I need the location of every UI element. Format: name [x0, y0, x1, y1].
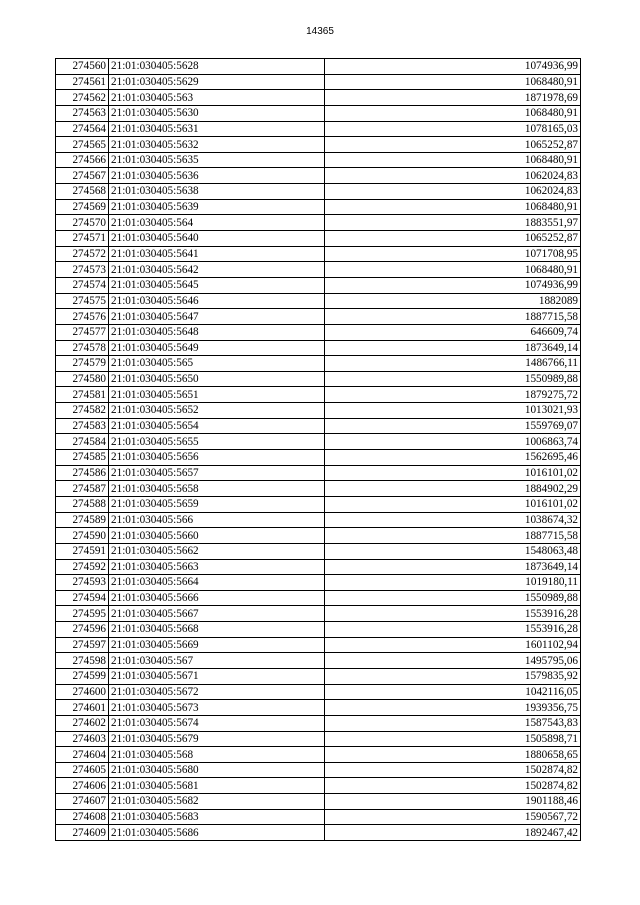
cadastral-value-cell: 1884902,29 — [325, 481, 581, 497]
table-row — [56, 434, 581, 450]
cadastral-value-cell: 1495795,06 — [325, 653, 581, 669]
row-number-cell: 274565 — [56, 137, 109, 153]
table-row — [56, 700, 581, 716]
cadastral-value-cell: 1553916,28 — [325, 622, 581, 638]
table-row — [56, 575, 581, 591]
table-row — [56, 622, 581, 638]
cadastral-number-cell: 21:01:030405:566 — [109, 512, 325, 528]
cadastral-number-cell: 21:01:030405:5654 — [109, 418, 325, 434]
cadastral-value-cell: 1879275,72 — [325, 387, 581, 403]
cadastral-value-cell: 1013021,93 — [325, 403, 581, 419]
table-row — [56, 762, 581, 778]
cadastral-number-cell: 21:01:030405:5681 — [109, 778, 325, 794]
table-row — [56, 528, 581, 544]
row-number-cell: 274562 — [56, 90, 109, 106]
cadastral-number-cell: 21:01:030405:5642 — [109, 262, 325, 278]
cadastral-value-cell: 1883551,97 — [325, 215, 581, 231]
cadastral-number-cell: 21:01:030405:5659 — [109, 496, 325, 512]
table-row — [56, 246, 581, 262]
table-row — [56, 105, 581, 121]
row-number-cell: 274601 — [56, 700, 109, 716]
cadastral-number-cell: 21:01:030405:5682 — [109, 794, 325, 810]
table-row — [56, 168, 581, 184]
row-number-cell: 274594 — [56, 590, 109, 606]
row-number-cell: 274593 — [56, 575, 109, 591]
cadastral-value-cell: 1074936,99 — [325, 59, 581, 75]
cadastral-value-cell: 1062024,83 — [325, 184, 581, 200]
row-number-cell: 274567 — [56, 168, 109, 184]
cadastral-value-cell: 1062024,83 — [325, 168, 581, 184]
cadastral-value-cell: 646609,74 — [325, 324, 581, 340]
cadastral-value-cell: 1505898,71 — [325, 731, 581, 747]
cadastral-value-cell: 1068480,91 — [325, 152, 581, 168]
cadastral-value-cell: 1553916,28 — [325, 606, 581, 622]
table-row — [56, 481, 581, 497]
cadastral-number-cell: 21:01:030405:5638 — [109, 184, 325, 200]
row-number-cell: 274579 — [56, 356, 109, 372]
cadastral-value-cell: 1068480,91 — [325, 105, 581, 121]
row-number-cell: 274596 — [56, 622, 109, 638]
cadastral-value-cell: 1892467,42 — [325, 825, 581, 841]
cadastral-number-cell: 21:01:030405:5649 — [109, 340, 325, 356]
cadastral-number-cell: 21:01:030405:5632 — [109, 137, 325, 153]
cadastral-number-cell: 21:01:030405:5680 — [109, 762, 325, 778]
cadastral-value-cell: 1068480,91 — [325, 262, 581, 278]
table-row — [56, 653, 581, 669]
row-number-cell: 274584 — [56, 434, 109, 450]
cadastral-number-cell: 21:01:030405:5673 — [109, 700, 325, 716]
cadastral-number-cell: 21:01:030405:5669 — [109, 637, 325, 653]
row-number-cell: 274595 — [56, 606, 109, 622]
table-row — [56, 262, 581, 278]
table-row — [56, 199, 581, 215]
row-number-cell: 274591 — [56, 543, 109, 559]
cadastral-value-cell: 1042116,05 — [325, 684, 581, 700]
cadastral-value-cell: 1502874,82 — [325, 762, 581, 778]
cadastral-number-cell: 21:01:030405:5664 — [109, 575, 325, 591]
cadastral-number-cell: 21:01:030405:5666 — [109, 590, 325, 606]
cadastral-number-cell: 21:01:030405:568 — [109, 747, 325, 763]
table-row — [56, 684, 581, 700]
cadastral-value-cell: 1550989,88 — [325, 590, 581, 606]
cadastral-value-cell: 1065252,87 — [325, 137, 581, 153]
cadastral-value-cell: 1882089 — [325, 293, 581, 309]
cadastral-value-cell: 1016101,02 — [325, 465, 581, 481]
table-row — [56, 231, 581, 247]
cadastral-number-cell: 21:01:030405:565 — [109, 356, 325, 372]
cadastral-number-cell: 21:01:030405:5641 — [109, 246, 325, 262]
table-row — [56, 324, 581, 340]
table-row — [56, 496, 581, 512]
row-number-cell: 274568 — [56, 184, 109, 200]
cadastral-number-cell: 21:01:030405:5639 — [109, 199, 325, 215]
row-number-cell: 274586 — [56, 465, 109, 481]
row-number-cell: 274566 — [56, 152, 109, 168]
row-number-cell: 274598 — [56, 653, 109, 669]
row-number-cell: 274602 — [56, 715, 109, 731]
row-number-cell: 274560 — [56, 59, 109, 75]
row-number-cell: 274603 — [56, 731, 109, 747]
table-row — [56, 293, 581, 309]
cadastral-value-cell: 1486766,11 — [325, 356, 581, 372]
cadastral-number-cell: 21:01:030405:5671 — [109, 668, 325, 684]
cadastral-value-cell: 1038674,32 — [325, 512, 581, 528]
cadastral-value-cell: 1068480,91 — [325, 74, 581, 90]
cadastral-number-cell: 21:01:030405:5652 — [109, 403, 325, 419]
cadastral-number-cell: 21:01:030405:5658 — [109, 481, 325, 497]
table-row — [56, 152, 581, 168]
row-number-cell: 274582 — [56, 403, 109, 419]
cadastral-number-cell: 21:01:030405:5663 — [109, 559, 325, 575]
row-number-cell: 274587 — [56, 481, 109, 497]
row-number-cell: 274607 — [56, 794, 109, 810]
cadastral-value-table — [55, 58, 581, 841]
table-row — [56, 590, 581, 606]
cadastral-number-cell: 21:01:030405:5683 — [109, 809, 325, 825]
cadastral-value-cell: 1016101,02 — [325, 496, 581, 512]
table-row — [56, 121, 581, 137]
row-number-cell: 274600 — [56, 684, 109, 700]
cadastral-number-cell: 21:01:030405:5679 — [109, 731, 325, 747]
row-number-cell: 274599 — [56, 668, 109, 684]
table-row — [56, 387, 581, 403]
table-row — [56, 747, 581, 763]
table-row — [56, 184, 581, 200]
table-row — [56, 809, 581, 825]
table-row — [56, 731, 581, 747]
cadastral-value-cell: 1559769,07 — [325, 418, 581, 434]
row-number-cell: 274574 — [56, 277, 109, 293]
row-number-cell: 274592 — [56, 559, 109, 575]
row-number-cell: 274581 — [56, 387, 109, 403]
cadastral-value-cell: 1873649,14 — [325, 559, 581, 575]
cadastral-number-cell: 21:01:030405:5655 — [109, 434, 325, 450]
cadastral-value-cell: 1587543,83 — [325, 715, 581, 731]
cadastral-number-cell: 21:01:030405:5629 — [109, 74, 325, 90]
cadastral-number-cell: 21:01:030405:5640 — [109, 231, 325, 247]
table-row — [56, 668, 581, 684]
cadastral-value-cell: 1548063,48 — [325, 543, 581, 559]
table-row — [56, 277, 581, 293]
cadastral-value-cell: 1579835,92 — [325, 668, 581, 684]
row-number-cell: 274597 — [56, 637, 109, 653]
cadastral-number-cell: 21:01:030405:5656 — [109, 450, 325, 466]
table-row — [56, 465, 581, 481]
cadastral-number-cell: 21:01:030405:564 — [109, 215, 325, 231]
cadastral-value-cell: 1078165,03 — [325, 121, 581, 137]
cadastral-value-cell: 1873649,14 — [325, 340, 581, 356]
row-number-cell: 274569 — [56, 199, 109, 215]
cadastral-number-cell: 21:01:030405:5635 — [109, 152, 325, 168]
row-number-cell: 274606 — [56, 778, 109, 794]
cadastral-number-cell: 21:01:030405:5650 — [109, 371, 325, 387]
table-row — [56, 637, 581, 653]
cadastral-number-cell: 21:01:030405:5647 — [109, 309, 325, 325]
table-row — [56, 403, 581, 419]
cadastral-number-cell: 21:01:030405:5674 — [109, 715, 325, 731]
cadastral-value-cell: 1562695,46 — [325, 450, 581, 466]
table-row — [56, 215, 581, 231]
row-number-cell: 274572 — [56, 246, 109, 262]
row-number-cell: 274608 — [56, 809, 109, 825]
cadastral-number-cell: 21:01:030405:567 — [109, 653, 325, 669]
cadastral-value-cell: 1074936,99 — [325, 277, 581, 293]
cadastral-value-cell: 1071708,95 — [325, 246, 581, 262]
table-row — [56, 90, 581, 106]
table-row — [56, 74, 581, 90]
table-row — [56, 606, 581, 622]
row-number-cell: 274609 — [56, 825, 109, 841]
cadastral-number-cell: 21:01:030405:5668 — [109, 622, 325, 638]
cadastral-value-cell: 1006863,74 — [325, 434, 581, 450]
cadastral-number-cell: 21:01:030405:5645 — [109, 277, 325, 293]
row-number-cell: 274604 — [56, 747, 109, 763]
row-number-cell: 274588 — [56, 496, 109, 512]
cadastral-number-cell: 21:01:030405:5662 — [109, 543, 325, 559]
cadastral-number-cell: 21:01:030405:563 — [109, 90, 325, 106]
cadastral-value-cell: 1590567,72 — [325, 809, 581, 825]
cadastral-value-cell: 1068480,91 — [325, 199, 581, 215]
page-number: 14365 — [306, 26, 334, 37]
cadastral-value-cell: 1550989,88 — [325, 371, 581, 387]
row-number-cell: 274573 — [56, 262, 109, 278]
row-number-cell: 274571 — [56, 231, 109, 247]
cadastral-number-cell: 21:01:030405:5660 — [109, 528, 325, 544]
row-number-cell: 274583 — [56, 418, 109, 434]
table-row — [56, 59, 581, 75]
row-number-cell: 274561 — [56, 74, 109, 90]
row-number-cell: 274563 — [56, 105, 109, 121]
table-row — [56, 371, 581, 387]
table-body — [56, 59, 581, 841]
row-number-cell: 274590 — [56, 528, 109, 544]
cadastral-value-cell: 1601102,94 — [325, 637, 581, 653]
cadastral-value-cell: 1502874,82 — [325, 778, 581, 794]
cadastral-number-cell: 21:01:030405:5636 — [109, 168, 325, 184]
cadastral-value-cell: 1887715,58 — [325, 528, 581, 544]
cadastral-number-cell: 21:01:030405:5630 — [109, 105, 325, 121]
cadastral-number-cell: 21:01:030405:5628 — [109, 59, 325, 75]
cadastral-number-cell: 21:01:030405:5657 — [109, 465, 325, 481]
table-row — [56, 715, 581, 731]
table-row — [56, 794, 581, 810]
cadastral-value-cell: 1887715,58 — [325, 309, 581, 325]
row-number-cell: 274570 — [56, 215, 109, 231]
row-number-cell: 274585 — [56, 450, 109, 466]
table-row — [56, 309, 581, 325]
row-number-cell: 274577 — [56, 324, 109, 340]
table-row — [56, 356, 581, 372]
row-number-cell: 274580 — [56, 371, 109, 387]
cadastral-value-cell: 1939356,75 — [325, 700, 581, 716]
cadastral-number-cell: 21:01:030405:5648 — [109, 324, 325, 340]
row-number-cell: 274578 — [56, 340, 109, 356]
row-number-cell: 274589 — [56, 512, 109, 528]
row-number-cell: 274575 — [56, 293, 109, 309]
cadastral-number-cell: 21:01:030405:5686 — [109, 825, 325, 841]
table-row — [56, 778, 581, 794]
cadastral-number-cell: 21:01:030405:5646 — [109, 293, 325, 309]
cadastral-number-cell: 21:01:030405:5651 — [109, 387, 325, 403]
table-row — [56, 543, 581, 559]
table-row — [56, 512, 581, 528]
row-number-cell: 274605 — [56, 762, 109, 778]
table-row — [56, 559, 581, 575]
table-row — [56, 825, 581, 841]
cadastral-number-cell: 21:01:030405:5667 — [109, 606, 325, 622]
cadastral-number-cell: 21:01:030405:5631 — [109, 121, 325, 137]
cadastral-value-cell: 1871978,69 — [325, 90, 581, 106]
table-row — [56, 450, 581, 466]
cadastral-number-cell: 21:01:030405:5672 — [109, 684, 325, 700]
cadastral-value-cell: 1065252,87 — [325, 231, 581, 247]
table-row — [56, 137, 581, 153]
cadastral-value-cell: 1019180,11 — [325, 575, 581, 591]
cadastral-value-cell: 1901188,46 — [325, 794, 581, 810]
row-number-cell: 274576 — [56, 309, 109, 325]
cadastral-value-cell: 1880658,65 — [325, 747, 581, 763]
row-number-cell: 274564 — [56, 121, 109, 137]
table-row — [56, 340, 581, 356]
table-row — [56, 418, 581, 434]
